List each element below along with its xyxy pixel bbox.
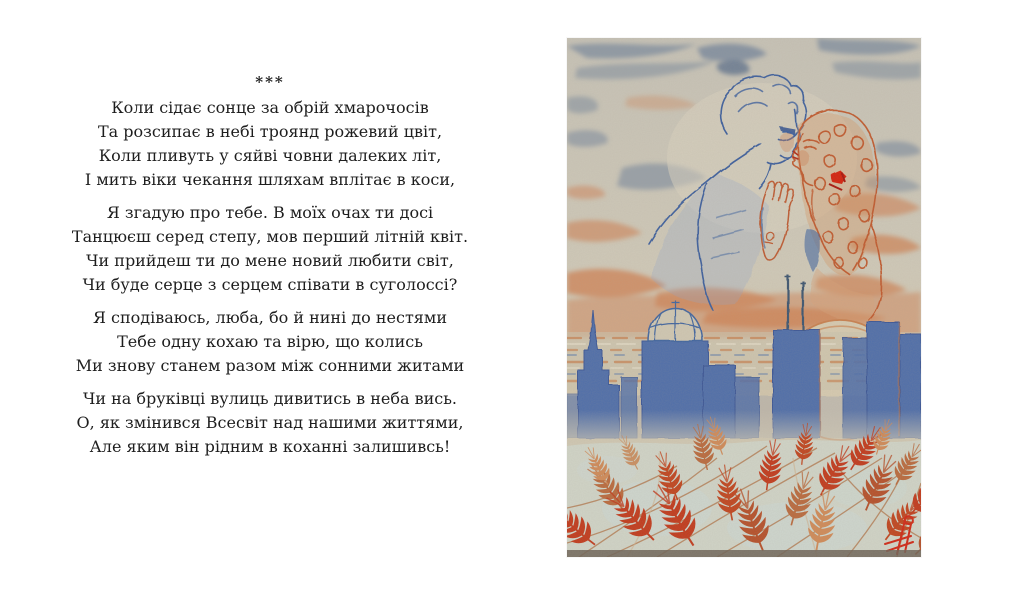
- poem-line: Чи прийдеш ти до мене новий любити світ,: [86, 251, 454, 270]
- poem-line: Коли пливуть у сяйві човни далеких літ,: [98, 146, 442, 165]
- poem-line: Я згадую про тебе. В моїх очах ти досі: [106, 203, 434, 222]
- poem-line: Чи буде серце з серцем співати в суголоссі?: [82, 275, 458, 294]
- artwork-illustration: [567, 38, 921, 557]
- artwork-drawing: [567, 38, 921, 557]
- poem-line: Танцюєш серед степу, мов перший літній квіт.: [71, 227, 469, 246]
- poem: [30, 70, 510, 459]
- poem-stanza: [30, 306, 510, 378]
- poem-line: Але яким він рідним в коханні залишивсь!: [89, 437, 451, 456]
- poem-line: І мить віки чекання шляхам вплітає в коси,: [84, 170, 456, 189]
- poem-stanza: [30, 96, 510, 192]
- poem-stanza: [30, 387, 510, 459]
- poem-stanza: [30, 201, 510, 297]
- poem-line: Та розсипає в небі троянд рожевий цвіт,: [97, 122, 443, 141]
- poem-line: Чи на бруківці вулиць дивитись в неба вись.: [82, 389, 458, 408]
- poem-separator: ***: [255, 73, 285, 91]
- poem-line: Тебе одну кохаю та вірю, що колись: [117, 332, 423, 351]
- poem-line: Коли сідає сонце за обрій хмарочосів: [111, 98, 429, 117]
- poem-line: О, як змінився Всесвіт над нашими життями,: [76, 413, 464, 432]
- paper-grain: [567, 38, 921, 557]
- poem-line: Ми знову станем разом між сонними житами: [75, 356, 465, 375]
- poem-line: Я сподіваюсь, люба, бо й нині до нестями: [92, 308, 447, 327]
